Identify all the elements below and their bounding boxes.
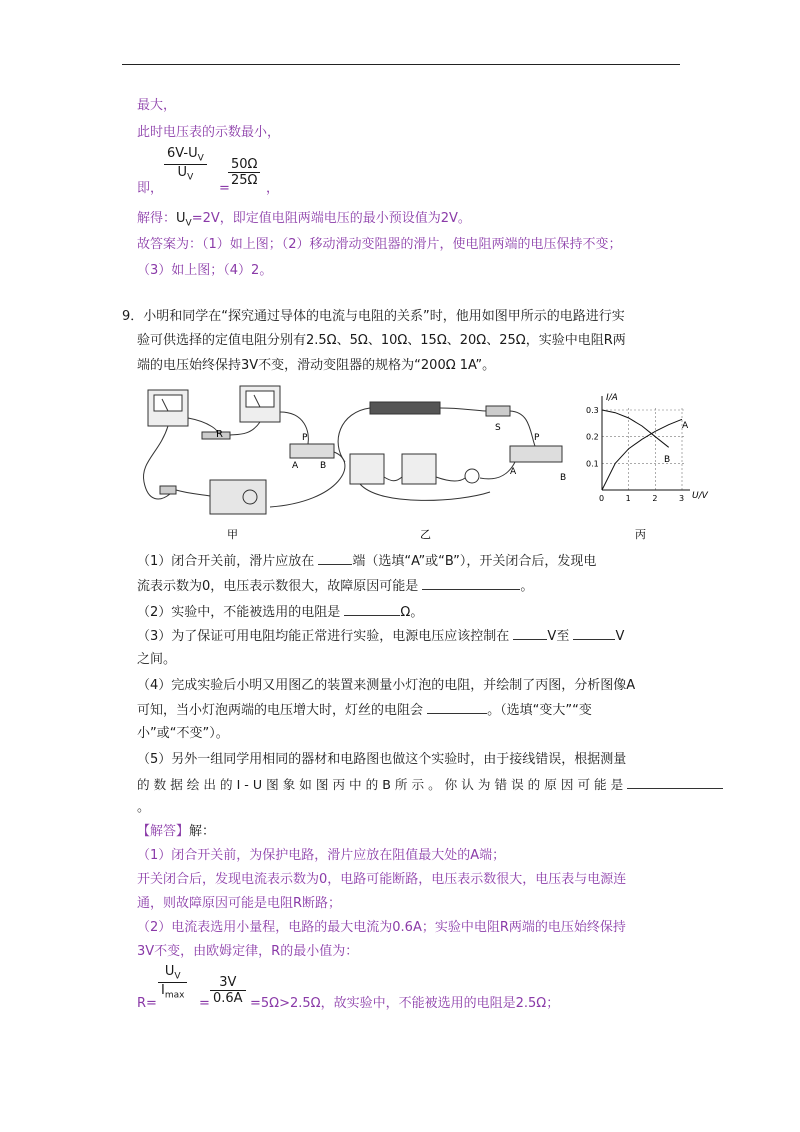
rheostat-yi [510, 446, 562, 462]
label-jia: 甲 [227, 528, 238, 541]
question-9-line-3: 端的电压始终保持3V不变，滑动变阻器的规格为“200Ω 1A”。 [137, 358, 496, 373]
sub-q3-line-1: （3）为了保证可用电阻均能正常进行实验，电源电压应该控制在 V至 V [137, 629, 625, 644]
label-b-jia: B [320, 461, 327, 471]
graph-ylabel: I/A [606, 393, 618, 403]
switch-jia [160, 486, 176, 494]
solution-line: 解得：$U_V=2V$，即定值电阻两端电压的最小预设值为2V。 [137, 211, 471, 229]
answer-line-2: 此时电压表的示数最小， [137, 125, 281, 140]
sub-q1-line-2: 流表示数为0，电压表示数很大，故障原因可能是 。 [137, 579, 534, 594]
power-supply [210, 480, 266, 514]
blank-q4[interactable] [427, 701, 487, 714]
label-a-yi: A [510, 467, 517, 477]
header-rule [122, 64, 680, 65]
y-tick-label: 0.1 [586, 459, 599, 469]
answer-line-1: 最大， [137, 98, 177, 113]
sub-q1-line-1: （1）闭合开关前，滑片应放在 端（选填“A”或“B”），开关闭合后，发现电 [137, 554, 597, 569]
y-tick-label: 0.2 [586, 432, 599, 442]
fraction-uv-over-imax: $U_V$ $I_{max}$ [158, 964, 187, 1000]
x-tick-label: 1 [625, 494, 631, 503]
x-tick-label: 3 [679, 494, 685, 503]
answer-step-2: 开关闭合后，发现电流表示数为0，电路可能断路，电压表示数很大，电压表与电源连 [137, 872, 627, 887]
circuit-figure [130, 382, 710, 542]
answer-summary-2: （3）如上图；（4）2。 [137, 263, 273, 278]
y-tick-label: 0.3 [586, 406, 599, 415]
label-s: S [495, 423, 501, 433]
x-tick-label: 2 [652, 494, 658, 503]
answer-comma: ， [266, 181, 280, 196]
answer-step-4: （2）电流表选用小量程，电路的最大电流为0.6A；实验中电阻R两端的电压始终保持 [137, 920, 626, 935]
label-p-jia: P [302, 433, 308, 443]
graph-xlabel: U/V [692, 491, 708, 501]
equals-sign: = [219, 181, 230, 196]
sub-q5-line-1: （5）另外一组同学用相同的器材和电路图也做这个实验时，由于接线错误，根据测量 [137, 752, 627, 767]
bulb [465, 469, 479, 483]
label-r: R [216, 429, 223, 440]
question-9-line-2: 验可供选择的定值电阻分别有2.5Ω、5Ω、10Ω、15Ω、20Ω、25Ω，实验中电阻R两 [137, 333, 626, 348]
blank-q1-end[interactable] [318, 552, 352, 565]
sub-q4-line-1: （4）完成实验后小明又用图乙的装置来测量小灯泡的电阻，并绘制了丙图，分析图像A [137, 678, 636, 693]
curve-b [602, 410, 669, 447]
answer-step-5: 3V不变，由欧姆定律，R的最小值为： [137, 944, 359, 959]
curve-b-label: B [664, 455, 671, 465]
answer-summary-1: 故答案为：（1）如上图；（2）移动滑动变阻器的滑片，使电阻两端的电压保持不变； [137, 237, 622, 252]
label-yi: 乙 [420, 528, 431, 541]
graph-bing [586, 396, 690, 503]
blank-q3-max[interactable] [573, 627, 615, 640]
sub-q4-line-3: 小”或“不变”）。 [137, 726, 229, 741]
label-p-yi: P [534, 433, 540, 443]
rheostat-jia [290, 444, 334, 458]
sub-q5-line-2: 的 数 据 绘 出 的 I - U 图 象 如 图 丙 中 的 B 所 示 。 你 认 为 错 误 的 原 因 可 能 是 [137, 776, 723, 794]
curve-a-label: A [682, 421, 689, 431]
circuit-jia [143, 386, 344, 514]
label-a-jia: A [292, 461, 299, 471]
ammeter-yi [402, 454, 436, 484]
answer-step-1: （1）闭合开关前，为保护电路，滑片应放在阻值最大处的A端； [137, 848, 506, 863]
blank-q2[interactable] [344, 603, 400, 616]
circuit-yi [338, 402, 562, 500]
answer-heading: 【解答】解： [137, 824, 216, 839]
r-equals: R= [137, 996, 157, 1011]
battery-pack [370, 402, 440, 414]
sub-q5-end: 。 [137, 800, 151, 815]
voltmeter-yi [350, 454, 384, 484]
fraction-resistance-ratio: $\frac{50\Omega}{25\Omega}$ [228, 157, 260, 188]
switch-s [486, 406, 510, 416]
sub-q3-line-2: 之间。 [137, 652, 177, 667]
blank-q3-min[interactable] [513, 627, 547, 640]
blank-q1-fault[interactable] [422, 577, 520, 590]
label-bing: 丙 [635, 528, 646, 541]
answer-line-3-prefix: 即， [137, 181, 164, 196]
answer-conclusion: =5Ω>2.5Ω，故实验中，不能被选用的电阻是2.5Ω； [250, 996, 560, 1011]
x-tick-label: 0 [599, 494, 605, 503]
equals-sign-2: = [199, 996, 210, 1011]
blank-q5[interactable] [627, 776, 723, 789]
fraction-3v-over-06a: $\frac{3V}{0.6A}$ [210, 975, 246, 1006]
fraction-voltage-ratio: $\frac{6V-U_V}{U_V}$ [164, 146, 207, 182]
answer-step-3: 通，则故障原因可能是电阻R断路； [137, 896, 342, 911]
question-9-line-1: 9．小明和同学在“探究通过导体的电流与电阻的关系”时，他用如图甲所示的电路进行实 [122, 309, 625, 324]
label-b-yi: B [560, 473, 567, 483]
sub-q4-line-2: 可知，当小灯泡两端的电压增大时，灯丝的电阻会 。（选填“变大”“变 [137, 703, 592, 718]
sub-q2: （2）实验中，不能被选用的电阻是 Ω。 [137, 605, 424, 620]
